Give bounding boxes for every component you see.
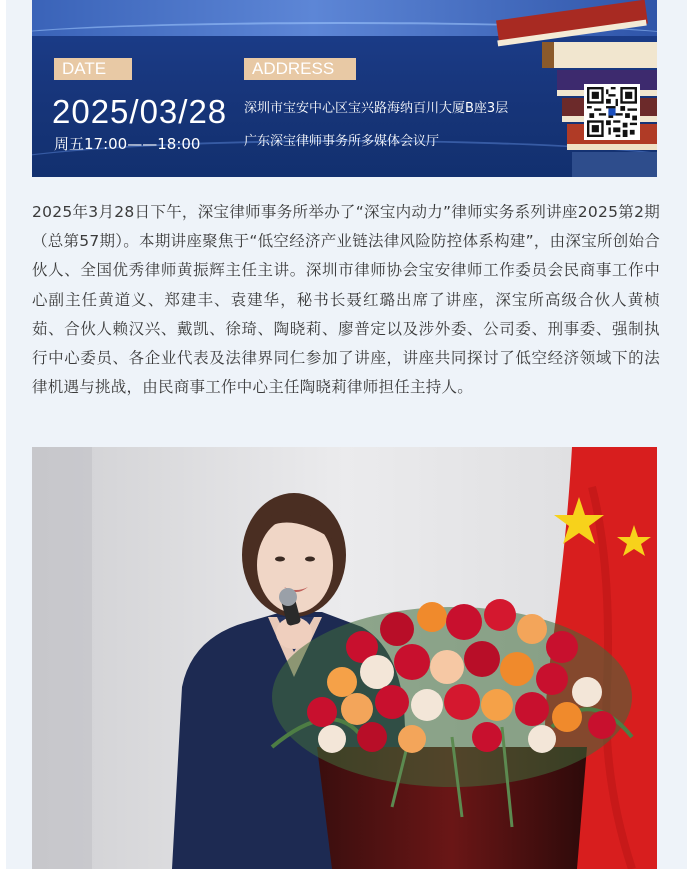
- event-time: 周五17:00——18:00: [54, 135, 201, 153]
- date-label-tag: DATE: [54, 58, 132, 80]
- qr-code-icon[interactable]: [584, 84, 640, 140]
- wall-shadow: [32, 447, 92, 869]
- event-date: 2025/03/28: [52, 93, 228, 130]
- book: [542, 42, 657, 68]
- article-paragraph: 2025年3月28日下午，深宝律师事务所举办了“深宝内动力”律师实务系列讲座2025第2期（总第57期）。本期讲座聚焦于“低空经济产业链法律风险防控体系构建”，由深宝所创始合伙人、全国优秀律师黄振辉主任主讲。深圳市律师协会宝安律师工作委员会民商事工作中心副主任黄道义、郑建丰、袁建华，秘书长聂红璐出席了讲座，深宝所高级合伙人黄桢茹、合伙人赖汉兴、戴凯、徐琦、陶晓莉、廖普定以及涉外委、公司委、刑事委、强制执行中心委员、各企业代表及法律界同仁参加了讲座，讲座共同探讨了低空经济领域下的法律机遇与挑战，由民商事工作中心主任陶晓莉律师担任主持人。: [32, 203, 660, 397]
- event-banner: [32, 0, 657, 177]
- event-photo: [32, 447, 657, 869]
- event-address: 深圳市宝安中心区宝兴路海纳百川大厦B座3层: [244, 101, 509, 116]
- speaker-at-podium-photo: [32, 447, 657, 869]
- microphone-head: [279, 588, 297, 606]
- book: [572, 152, 657, 177]
- event-venue: 广东深宝律师事务所多媒体会议厅: [244, 134, 440, 149]
- address-label-tag: ADDRESS: [244, 58, 356, 80]
- book: [496, 0, 648, 46]
